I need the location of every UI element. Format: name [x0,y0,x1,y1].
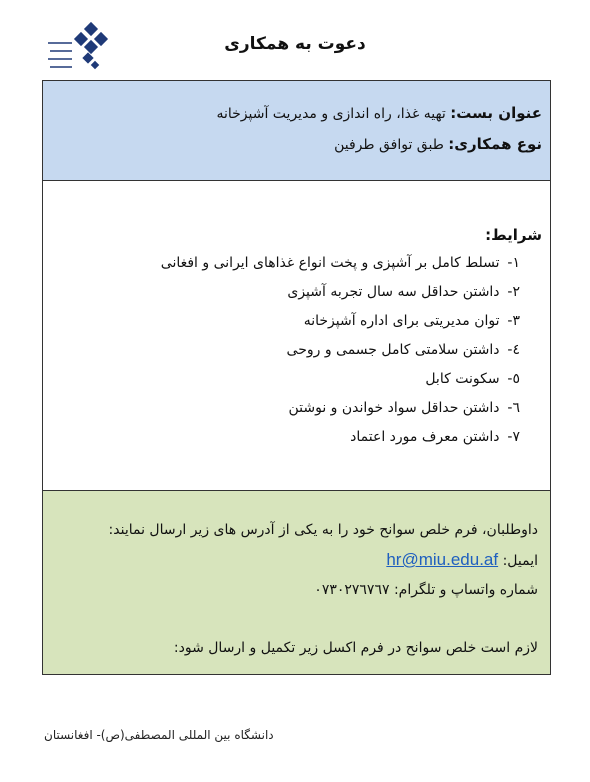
conditions-heading: شرایط: [485,226,542,244]
position-label: عنوان بست: [450,104,542,122]
cooperation-type-value: طبق توافق طرفین [334,137,444,153]
list-item-text: سکونت کابل [425,371,500,387]
application-section [43,491,550,674]
list-item [53,336,542,365]
list-item [53,423,542,452]
email-label: ایمیل: [502,553,538,569]
list-item [53,394,542,423]
page-title: دعوت به همکاری [224,34,366,54]
position-row [53,98,542,129]
list-item-number: ١- [507,255,520,271]
excel-note: لازم است خلص سوانح در فرم اکسل زیر تکمیل و ارسال شود: [173,640,538,656]
list-item-text: تسلط کامل بر آشپزی و پخت انواع غذاهای ایرانی و افغانی [160,255,500,271]
list-item-text: داشتن معرف مورد اعتماد [350,429,500,445]
list-item [53,365,542,394]
invitation-frame [42,80,551,675]
cooperation-type-label: نوع همکاری: [448,135,542,153]
spacer [53,605,538,634]
list-item-number: ٥- [507,371,520,387]
apply-intro: داوطلبان، فرم خلص سوانح خود را به یکی از آدرس های زیر ارسال نمایند: [108,522,538,538]
list-item-text: داشتن سلامتی کامل جسمی و روحی [286,342,500,358]
cooperation-type-row [53,129,542,160]
list-item [53,249,542,278]
list-item-number: ٦- [507,400,520,416]
conditions-list [53,249,542,452]
list-item [53,307,542,336]
list-item-text: داشتن حداقل سه سال تجربه آشپزی [287,284,500,300]
job-info-section [43,81,550,181]
list-item-number: ٤- [507,342,520,358]
list-item [53,278,542,307]
footer-text: دانشگاه بین المللی المصطفی(ص)- افغانستان [44,728,274,742]
conditions-section [43,181,550,491]
email-row [53,545,538,576]
list-item-number: ٧- [507,429,520,445]
list-item-text: توان مدیریتی برای اداره آشپزخانه [303,313,500,329]
list-item-text: داشتن حداقل سواد خواندن و نوشتن [288,400,500,416]
phone-line: شماره واتساپ و تلگرام: ٠٧٣٠٢٧٦٧٦٧ [314,582,538,598]
list-item-number: ٣- [507,313,520,329]
email-link[interactable]: hr@miu.edu.af [386,550,499,569]
list-item-number: ٢- [507,284,520,300]
position-value: تهیه غذا، راه اندازی و مدیریت آشپزخانه [216,106,446,122]
